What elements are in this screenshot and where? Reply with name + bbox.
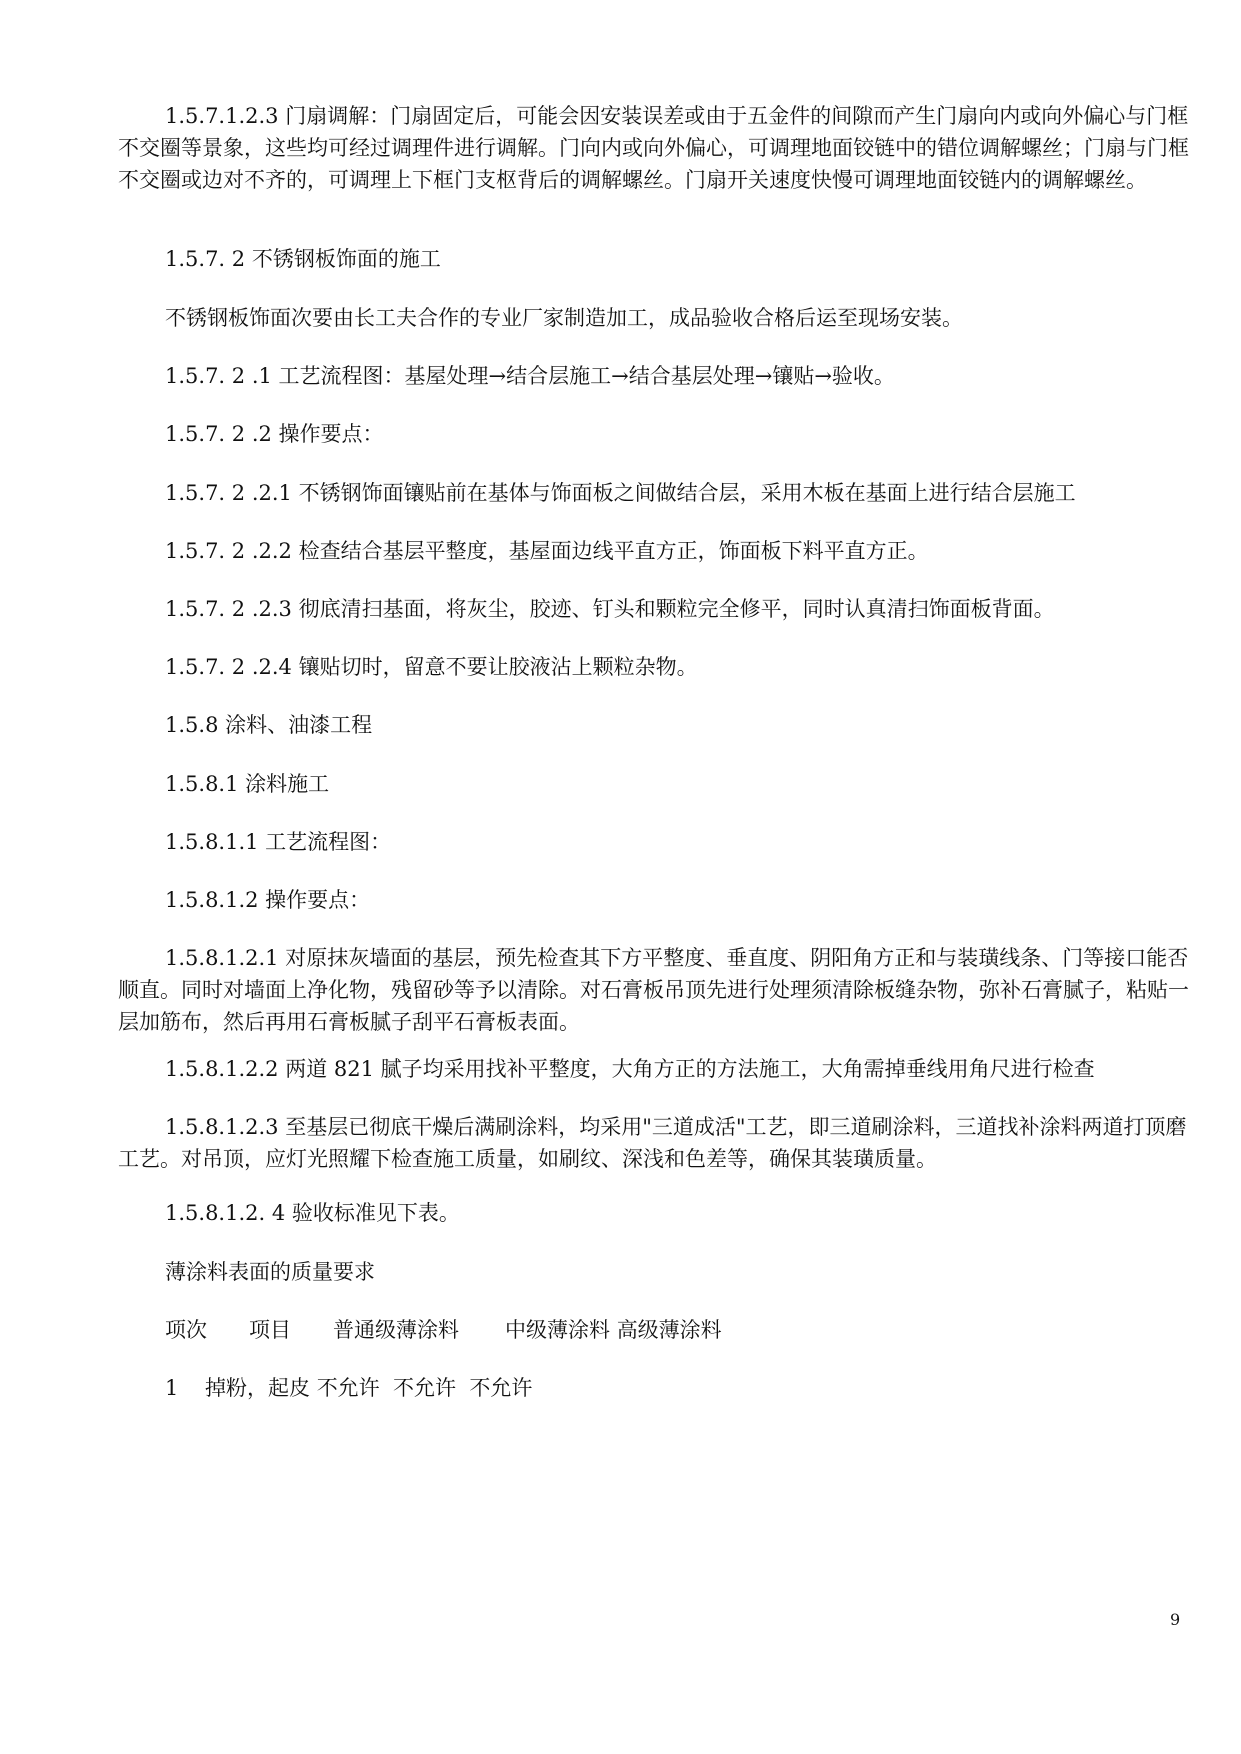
paragraph-base-layer-check: 1.5.8.1.2.1 对原抹灰墙面的基层，预先检查其下方平整度、垂直度、阴阳角方正和与装璜线条、门等接口能否顺直。同时对墙面上净化物，残留砂等予以清除。对石膏板吊顶先进行处理须清除板缝杂物，弥补石膏腻子，粘贴一层加筋布，然后再用石膏板腻子刮平石膏板表面。 <box>118 946 1189 1034</box>
heading-stainless-steel-facing: 1.5.7. 2 不锈钢板饰面的施工 <box>165 247 441 271</box>
table-cell: 不允许 <box>316 1376 380 1400</box>
table-row <box>165 1372 532 1404</box>
heading-coating-operation-points: 1.5.8.1.2 操作要点： <box>165 888 371 912</box>
paragraph-glue-caution: 1.5.7. 2 .2.4 镶贴切时，留意不要让胶液沾上颗粒杂物。 <box>165 655 698 679</box>
paragraph-acceptance-standard: 1.5.8.1.2. 4 验收标准见下表。 <box>165 1201 460 1225</box>
table-header-cell: 普通级薄涂料 <box>333 1318 459 1342</box>
table-header-cell: 项目 <box>249 1318 291 1342</box>
paragraph-stainless-supplier: 不锈钢板饰面次要由长工夫合作的专业厂家制造加工，成品验收合格后运至现场安装。 <box>165 306 963 330</box>
table-header-cell: 高级薄涂料 <box>616 1318 722 1342</box>
table-title: 薄涂料表面的质量要求 <box>165 1260 375 1284</box>
table-cell: 不允许 <box>469 1376 533 1400</box>
paragraph-bonding-layer: 1.5.7. 2 .2.1 不锈钢饰面镶贴前在基体与饰面板之间做结合层，采用木板在基面上进行结合层施工 <box>165 481 1076 505</box>
paragraph-flatness-check: 1.5.7. 2 .2.2 检查结合基层平整度，基屋面边线平直方正，饰面板下料平直方正。 <box>165 539 929 563</box>
paragraph-clean-surface: 1.5.7. 2 .2.3 彻底清扫基面，将灰尘，胶迹、钉头和颗粒完全修平，同时认真清扫饰面板背面。 <box>165 597 1055 621</box>
table-header-cell: 中级薄涂料 <box>505 1318 610 1342</box>
paragraph-process-flow: 1.5.7. 2 .1 工艺流程图：基屋处理→结合层施工→结合基层处理→镶贴→验收。 <box>165 364 895 388</box>
heading-coating-construction: 1.5.8.1 涂料施工 <box>165 772 330 796</box>
table-header-cell: 项次 <box>165 1318 207 1342</box>
table-cell: 不允许 <box>393 1376 457 1400</box>
table-cell: 掉粉，起皮 <box>205 1376 310 1400</box>
heading-coating-process-flow: 1.5.8.1.1 工艺流程图： <box>165 830 392 854</box>
paragraph-door-adjustment: 1.5.7.1.2.3 门扇调解：门扇固定后，可能会因安装误差或由于五金件的间隙而产生门扇向内或向外偏心与门框不交圈等景象，这些均可经过调理件进行调解。门向内或向外偏心，可调理地面铰链中的错位调解螺丝；门扇与门框不交圈或边对不齐的，可调理上下框门支枢背后的调解螺丝。门扇开关速度快慢可调理地面铰链内的调解螺丝。 <box>118 104 1189 192</box>
heading-paint-works: 1.5.8 涂料、油漆工程 <box>165 713 373 737</box>
table-cell: 1 <box>165 1376 179 1400</box>
paragraph-three-coat-process: 1.5.8.1.2.3 至基层已彻底干燥后满刷涂料，均采用"三道成活"工艺，即三道刷涂料，三道找补涂料两道打顶磨工艺。对吊顶，应灯光照耀下检查施工质量，如刷纹、深浅和色差等，确保其装璜质量。 <box>118 1115 1187 1171</box>
table-header-row <box>165 1314 722 1346</box>
heading-operation-points: 1.5.7. 2 .2 操作要点： <box>165 422 384 446</box>
page-number: 9 <box>1170 1610 1181 1629</box>
paragraph-putty-application: 1.5.8.1.2.2 两道 821 腻子均采用找补平整度，大角方正的方法施工，大角需掉垂线用角尺进行检查 <box>165 1057 1095 1081</box>
